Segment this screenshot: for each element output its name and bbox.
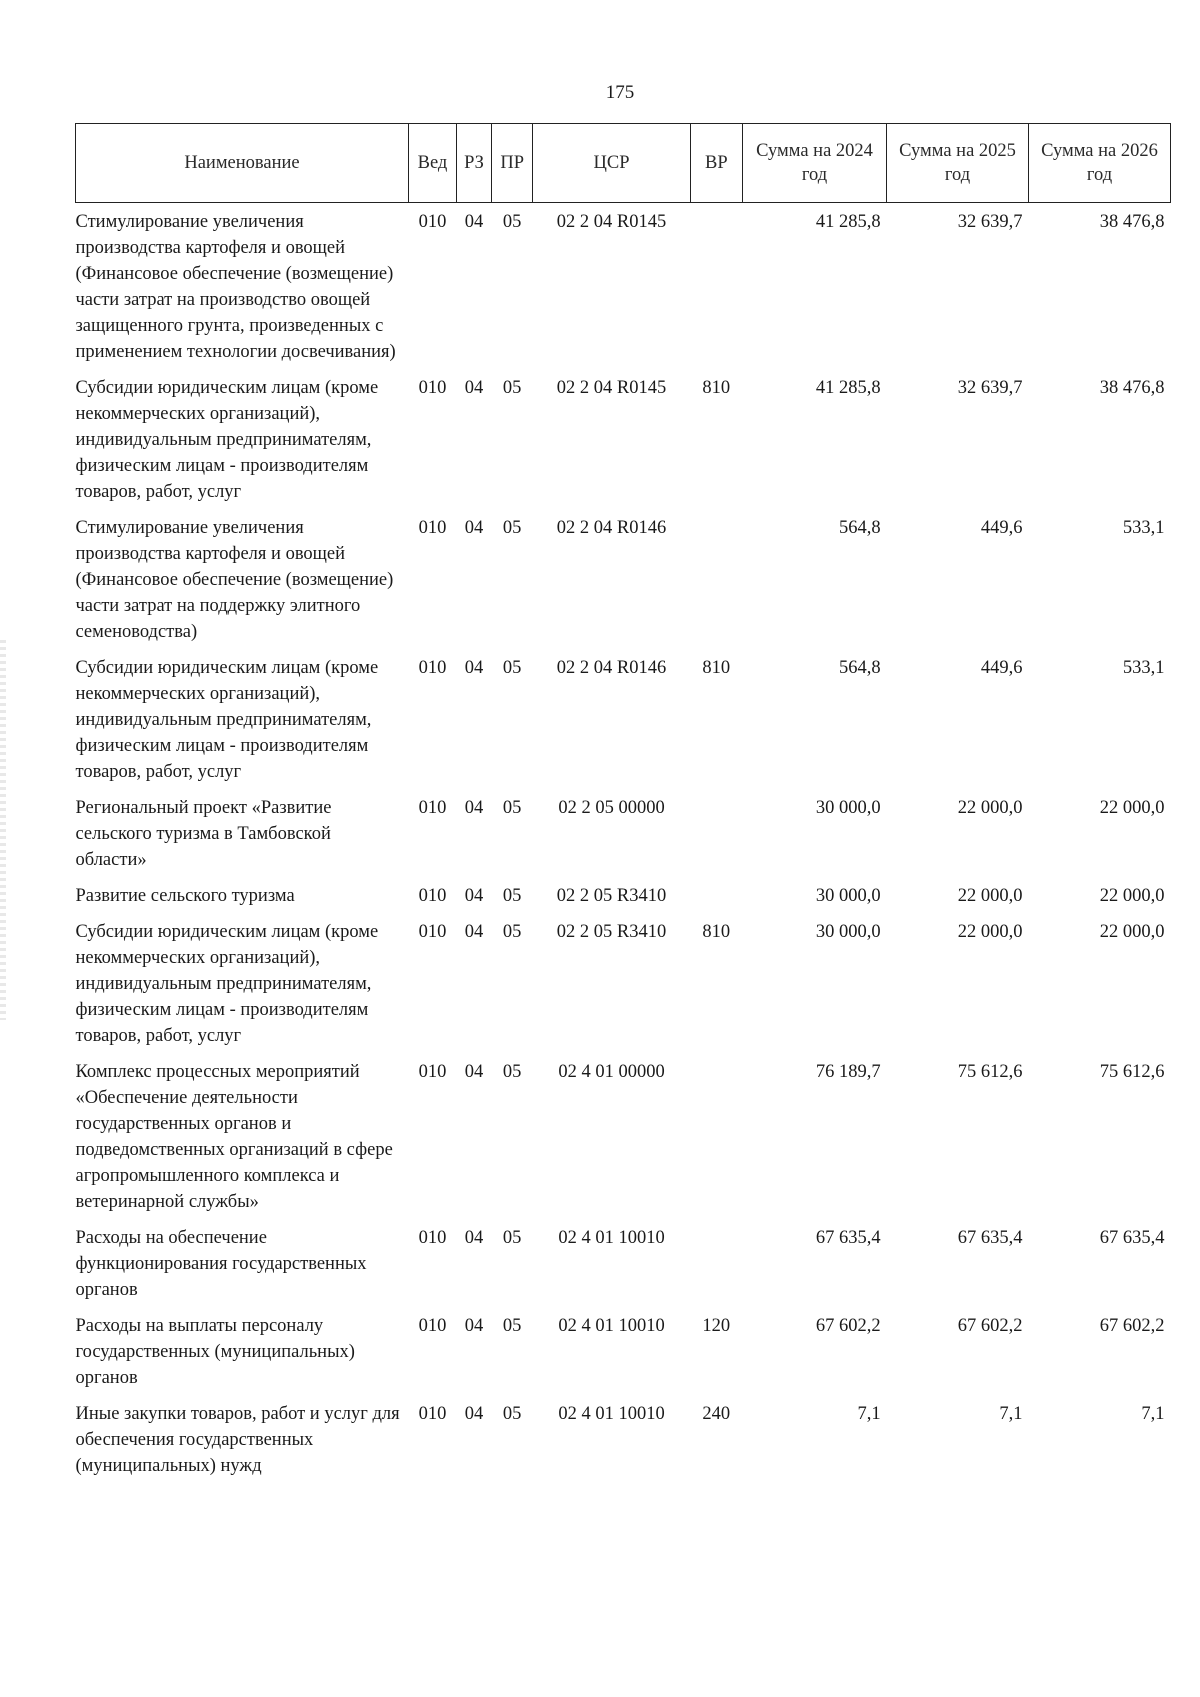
cell-name: Расходы на выплаты персоналу государственных (муниципальных) органов: [75, 1316, 355, 1388]
cell-pr: 05: [502, 886, 522, 906]
cell-sum-2025: 67 602,2: [957, 1316, 1023, 1336]
cell-sum-2025: 22 000,0: [957, 886, 1023, 906]
cell-sum-2025: 7,1: [999, 1404, 1023, 1424]
cell-rz: 04: [464, 1062, 484, 1082]
header-ved: Вед: [408, 124, 456, 203]
table-row: [76, 649, 1171, 789]
cell-csr: 02 2 04 R0146: [556, 658, 667, 678]
cell-csr: 02 2 04 R0145: [556, 378, 667, 398]
cell-rz: 04: [464, 798, 484, 818]
cell-sum-2024: 30 000,0: [815, 922, 881, 942]
cell-ved: 010: [418, 1228, 447, 1248]
cell-name: Субсидии юридическим лицам (кроме некоммерческих организаций), индивидуальным предпринимателям, физическим лицам - производителям товаров, работ, услуг: [75, 658, 379, 782]
cell-ved: 010: [418, 212, 447, 232]
header-csr: ЦСР: [533, 124, 690, 203]
cell-csr: 02 2 04 R0145: [556, 212, 667, 232]
table-row: [76, 369, 1171, 509]
cell-csr: 02 4 01 10010: [558, 1228, 665, 1248]
cell-sum-2026: 22 000,0: [1099, 798, 1165, 818]
cell-sum-2026: 22 000,0: [1099, 886, 1165, 906]
table-row: [76, 913, 1171, 1053]
cell-rz: 04: [464, 658, 484, 678]
table-header: [76, 124, 1171, 203]
page-number: 175: [605, 82, 635, 103]
cell-rz: 04: [464, 922, 484, 942]
cell-sum-2024: 7,1: [857, 1404, 881, 1424]
cell-rz: 04: [464, 1316, 484, 1336]
cell-pr: 05: [502, 798, 522, 818]
cell-vr: 240: [702, 1404, 731, 1424]
cell-sum-2026: 533,1: [1122, 518, 1165, 538]
cell-sum-2026: 7,1: [1141, 1404, 1165, 1424]
table-body: [76, 203, 1171, 1484]
header-sum-2024: Сумма на 2024 год: [743, 124, 887, 203]
cell-sum-2026: 75 612,6: [1099, 1062, 1165, 1082]
cell-name: Стимулирование увеличения производства картофеля и овощей (Финансовое обеспечение (возмещение) части затрат на поддержку элитного семеноводства): [75, 518, 394, 642]
cell-csr: 02 2 05 00000: [558, 798, 665, 818]
header-pr: ПР: [491, 124, 532, 203]
cell-csr: 02 2 05 R3410: [556, 886, 667, 906]
cell-rz: 04: [464, 518, 484, 538]
cell-ved: 010: [418, 886, 447, 906]
table-row: [76, 877, 1171, 913]
cell-sum-2024: 30 000,0: [815, 886, 881, 906]
cell-rz: 04: [464, 212, 484, 232]
header-sum-2025: Сумма на 2025 год: [887, 124, 1029, 203]
cell-pr: 05: [502, 1316, 522, 1336]
table-row: [76, 1053, 1171, 1219]
cell-ved: 010: [418, 378, 447, 398]
cell-pr: 05: [502, 922, 522, 942]
cell-sum-2024: 564,8: [838, 658, 881, 678]
cell-sum-2024: 41 285,8: [815, 378, 881, 398]
cell-pr: 05: [502, 518, 522, 538]
cell-sum-2026: 38 476,8: [1099, 212, 1165, 232]
cell-vr: 810: [702, 658, 731, 678]
cell-csr: 02 2 04 R0146: [556, 518, 667, 538]
cell-csr: 02 4 01 10010: [558, 1316, 665, 1336]
header-name: Наименование: [76, 124, 409, 203]
cell-sum-2025: 32 639,7: [957, 212, 1023, 232]
cell-sum-2025: 449,6: [980, 518, 1023, 538]
cell-name: Субсидии юридическим лицам (кроме некоммерческих организаций), индивидуальным предпринимателям, физическим лицам - производителям товаров, работ, услуг: [75, 378, 379, 502]
cell-pr: 05: [502, 1062, 522, 1082]
cell-sum-2025: 449,6: [980, 658, 1023, 678]
cell-vr: [690, 1053, 742, 1219]
header-sum-2026: Сумма на 2026 год: [1029, 124, 1171, 203]
cell-name: Иные закупки товаров, работ и услуг для обеспечения государственных (муниципальных) нужд: [75, 1404, 400, 1476]
cell-vr: 120: [702, 1316, 731, 1336]
cell-name: Субсидии юридическим лицам (кроме некоммерческих организаций), индивидуальным предпринимателям, физическим лицам - производителям товаров, работ, услуг: [75, 922, 379, 1046]
cell-pr: 05: [502, 212, 522, 232]
cell-csr: 02 4 01 00000: [558, 1062, 665, 1082]
cell-sum-2026: 533,1: [1122, 658, 1165, 678]
cell-sum-2026: 22 000,0: [1099, 922, 1165, 942]
header-vr: ВР: [690, 124, 742, 203]
cell-sum-2025: 22 000,0: [957, 922, 1023, 942]
scan-edge-artifact: [0, 640, 6, 1020]
cell-name: Стимулирование увеличения производства картофеля и овощей (Финансовое обеспечение (возмещение) части затрат на производство овощей защищенного грунта, произведенных с применением технологии досвечивания): [75, 212, 396, 362]
cell-csr: 02 4 01 10010: [558, 1404, 665, 1424]
cell-name: Региональный проект «Развитие сельского туризма в Тамбовской области»: [75, 798, 332, 870]
cell-sum-2026: 67 635,4: [1099, 1228, 1165, 1248]
cell-sum-2024: 76 189,7: [815, 1062, 881, 1082]
table-row: [76, 1219, 1171, 1307]
cell-sum-2026: 67 602,2: [1099, 1316, 1165, 1336]
cell-vr: 810: [702, 922, 731, 942]
cell-pr: 05: [502, 1228, 522, 1248]
cell-ved: 010: [418, 518, 447, 538]
cell-sum-2026: 38 476,8: [1099, 378, 1165, 398]
cell-ved: 010: [418, 798, 447, 818]
table-row: [76, 1307, 1171, 1395]
cell-vr: [690, 1219, 742, 1307]
cell-vr: 810: [702, 378, 731, 398]
cell-ved: 010: [418, 1316, 447, 1336]
cell-csr: 02 2 05 R3410: [556, 922, 667, 942]
table-row: [76, 203, 1171, 370]
cell-rz: 04: [464, 1228, 484, 1248]
cell-sum-2024: 41 285,8: [815, 212, 881, 232]
cell-rz: 04: [464, 1404, 484, 1424]
table-row: [76, 789, 1171, 877]
cell-rz: 04: [464, 886, 484, 906]
table-row: [76, 1395, 1171, 1483]
cell-rz: 04: [464, 378, 484, 398]
cell-name: Развитие сельского туризма: [75, 886, 295, 906]
cell-vr: [690, 789, 742, 877]
cell-vr: [690, 509, 742, 649]
cell-sum-2024: 67 602,2: [815, 1316, 881, 1336]
cell-sum-2025: 67 635,4: [957, 1228, 1023, 1248]
cell-sum-2025: 75 612,6: [957, 1062, 1023, 1082]
cell-vr: [690, 877, 742, 913]
cell-ved: 010: [418, 1404, 447, 1424]
budget-table: [75, 123, 1171, 1483]
cell-vr: [690, 203, 742, 370]
cell-ved: 010: [418, 1062, 447, 1082]
cell-sum-2025: 32 639,7: [957, 378, 1023, 398]
cell-ved: 010: [418, 658, 447, 678]
table-row: [76, 509, 1171, 649]
cell-pr: 05: [502, 658, 522, 678]
header-rz: РЗ: [457, 124, 492, 203]
cell-pr: 05: [502, 378, 522, 398]
cell-sum-2024: 67 635,4: [815, 1228, 881, 1248]
cell-pr: 05: [502, 1404, 522, 1424]
cell-sum-2024: 30 000,0: [815, 798, 881, 818]
cell-sum-2025: 22 000,0: [957, 798, 1023, 818]
cell-sum-2024: 564,8: [838, 518, 881, 538]
cell-ved: 010: [418, 922, 447, 942]
cell-name: Расходы на обеспечение функционирования государственных органов: [75, 1228, 367, 1300]
cell-name: Комплекс процессных мероприятий «Обеспечение деятельности государственных органов и подведомственных организаций в сфере агропромышленного комплекса и ветеринарной службы»: [75, 1062, 393, 1212]
